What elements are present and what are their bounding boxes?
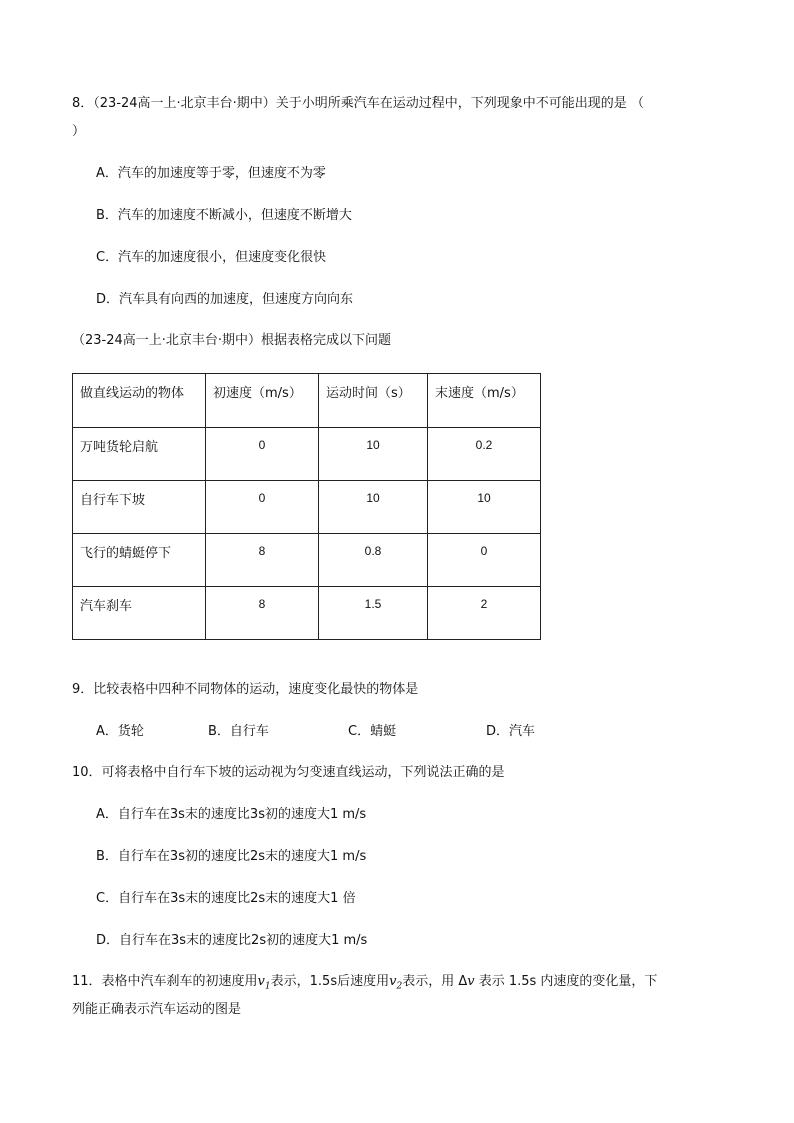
table-cell-object: 飞行的蜻蜓停下 <box>73 534 206 587</box>
table-header-object: 做直线运动的物体 <box>73 374 206 428</box>
q11-v2-subscript: 2 <box>396 981 403 992</box>
q8-option-b: B．汽车的加速度不断减小，但速度不断增大 <box>96 208 352 223</box>
table-row <box>73 481 541 534</box>
table-cell-time: 1.5 <box>319 587 428 640</box>
table-cell-final: 2 <box>428 587 541 640</box>
table-cell-initial: 0 <box>206 428 319 481</box>
q11-stem-line2: 列能正确表示汽车运动的图是 <box>72 1002 242 1017</box>
table-row <box>73 534 541 587</box>
q11-v1-symbol: v <box>257 974 265 989</box>
table-row <box>73 587 541 640</box>
table-cell-object: 自行车下坡 <box>73 481 206 534</box>
table-cell-final: 0.2 <box>428 428 541 481</box>
table-header-final-velocity: 末速度（m/s） <box>428 374 541 428</box>
table-header-time: 运动时间（s） <box>319 374 428 428</box>
table-intro: （23-24高一上·北京丰台·期中）根据表格完成以下问题 <box>72 333 392 348</box>
table-cell-initial: 8 <box>206 587 319 640</box>
q10-option-a: A．自行车在3s末的速度比3s初的速度大1 m/s <box>96 807 367 822</box>
q11-text-2: 表示，1.5s后速度用 <box>270 974 390 989</box>
q9-option-c: C．蜻蜓 <box>348 724 397 739</box>
q9-option-d: D．汽车 <box>486 724 536 739</box>
q11-text-3: 表示，用 Δ <box>402 974 468 989</box>
table-cell-object: 万吨货轮启航 <box>73 428 206 481</box>
q11-text-1: 11．表格中汽车刹车的初速度用 <box>72 974 258 989</box>
table-header-initial-velocity: 初速度（m/s） <box>206 374 319 428</box>
q8-stem-line1: 8．（23-24高一上·北京丰台·期中）关于小明所乘汽车在运动过程中，下列现象中不可能出现的是 （ <box>72 96 644 111</box>
q9-option-a: A．货轮 <box>96 724 144 739</box>
q9-stem: 9．比较表格中四种不同物体的运动，速度变化最快的物体是 <box>72 682 419 697</box>
q11-dv-symbol: v <box>467 974 475 989</box>
q8-option-d: D．汽车具有向西的加速度，但速度方向向东 <box>96 292 354 307</box>
q11-stem-line1 <box>72 972 657 997</box>
q11-v1-subscript: 1 <box>264 981 271 992</box>
table-cell-time: 10 <box>319 428 428 481</box>
table-row <box>73 428 541 481</box>
table-cell-final: 10 <box>428 481 541 534</box>
q10-option-c: C．自行车在3s末的速度比2s末的速度大1 倍 <box>96 891 356 906</box>
table-cell-object: 汽车刹车 <box>73 587 206 640</box>
q8-stem-line2: ） <box>72 124 86 139</box>
q8-option-a: A．汽车的加速度等于零，但速度不为零 <box>96 166 326 181</box>
q9-option-b: B．自行车 <box>208 724 269 739</box>
table-cell-initial: 0 <box>206 481 319 534</box>
table-cell-initial: 8 <box>206 534 319 587</box>
q11-v2-symbol: v <box>389 974 397 989</box>
table-header-row <box>73 374 541 428</box>
table-cell-final: 0 <box>428 534 541 587</box>
q8-option-c: C．汽车的加速度很小，但速度变化很快 <box>96 250 327 265</box>
table-cell-time: 0.8 <box>319 534 428 587</box>
q11-text-4: 表示 1.5s 内速度的变化量，下 <box>474 974 658 989</box>
q10-option-b: B．自行车在3s初的速度比2s末的速度大1 m/s <box>96 849 367 864</box>
motion-table <box>72 373 541 640</box>
table-cell-time: 10 <box>319 481 428 534</box>
q10-stem: 10．可将表格中自行车下坡的运动视为匀变速直线运动，下列说法正确的是 <box>72 765 505 780</box>
q10-option-d: D．自行车在3s末的速度比2s初的速度大1 m/s <box>96 933 368 948</box>
